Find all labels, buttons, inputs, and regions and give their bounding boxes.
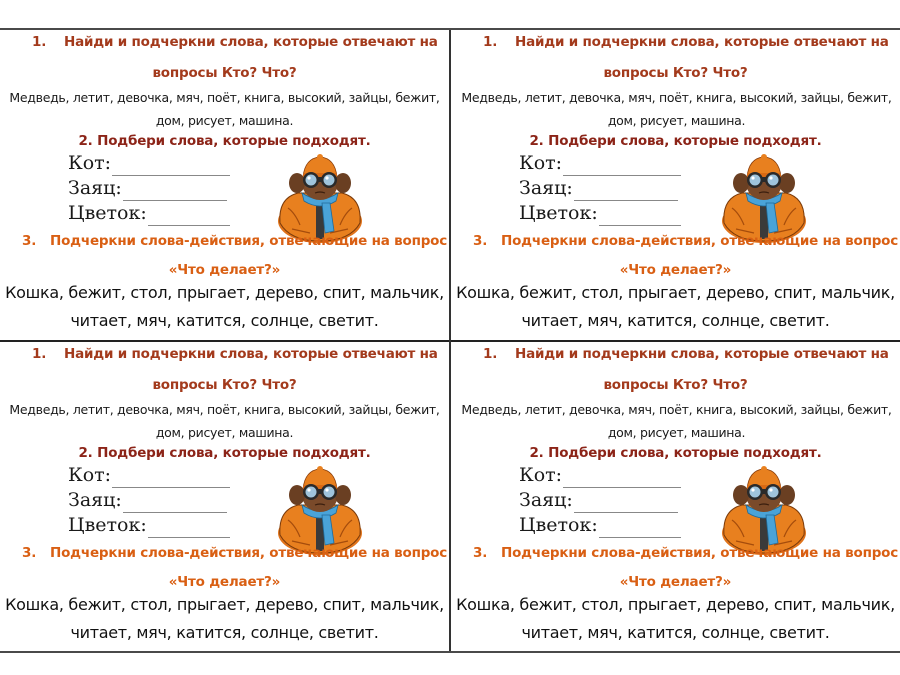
fill-row-cat [519, 151, 681, 176]
bear-with-binoculars-icon [714, 153, 814, 243]
fill-blank-line[interactable] [148, 519, 230, 538]
fill-blank-line[interactable] [123, 494, 227, 513]
task3-title-line1: Подчеркни слова-действия, отвечающие на вопрос [50, 545, 448, 561]
fill-blank-line[interactable] [574, 182, 678, 201]
task1-number: 1. [483, 34, 498, 50]
fill-label: Кот: [68, 464, 112, 486]
task3-words-line2: читает, мяч, катится, солнце, светит. [521, 311, 830, 330]
fill-row-cat [68, 463, 230, 488]
task3-title-line1: Подчеркни слова-действия, отвечающие на вопрос [501, 545, 899, 561]
worksheet-card-bottom-right [451, 342, 900, 653]
task1-title-line1: Найди и подчеркни слова, которые отвечают на [515, 34, 889, 50]
task2-fill-rows [519, 463, 681, 538]
fill-row-flower [519, 513, 681, 538]
fill-blank-line[interactable] [599, 207, 681, 226]
fill-blank-line[interactable] [563, 469, 681, 488]
worksheet-card-top-right [451, 30, 900, 341]
task1-title-line2: вопросы Кто? Что? [603, 377, 748, 393]
task3-word-list [451, 591, 900, 647]
task3-words-line2: читает, мяч, катится, солнце, светит. [521, 623, 830, 642]
task3-words-line2: читает, мяч, катится, солнце, светит. [70, 623, 379, 642]
bear-with-binoculars-icon [714, 465, 814, 555]
fill-label: Цветок: [519, 514, 598, 536]
fill-row-hare [68, 176, 230, 201]
fill-row-flower [68, 201, 230, 226]
task1-words-line2: дом, рисует, машина. [607, 113, 746, 128]
task3-title-line2: «Что делает?» [168, 262, 281, 278]
fill-row-flower [519, 201, 681, 226]
fill-row-cat [68, 151, 230, 176]
task1-word-list [0, 398, 449, 444]
fill-row-hare [68, 488, 230, 513]
fill-blank-line[interactable] [123, 182, 227, 201]
task3-title-line2: «Что делает?» [168, 574, 281, 590]
fill-blank-line[interactable] [148, 207, 230, 226]
fill-label: Кот: [68, 152, 112, 174]
task3-title-line1: Подчеркни слова-действия, отвечающие на вопрос [501, 233, 899, 249]
task1-title-line2: вопросы Кто? Что? [152, 377, 297, 393]
fill-blank-line[interactable] [563, 157, 681, 176]
fill-label: Цветок: [68, 514, 147, 536]
bear-with-binoculars-icon [270, 153, 370, 243]
task2-fill-rows [519, 151, 681, 226]
worksheet-card-top-left [0, 30, 449, 341]
task3-number: 3. [22, 545, 37, 561]
task1-words-line2: дом, рисует, машина. [607, 425, 746, 440]
worksheet-page [0, 28, 900, 653]
task3-word-list [451, 279, 900, 335]
task3-words-line1: Кошка, бежит, стол, прыгает, дерево, спит, мальчик, [456, 283, 895, 302]
task3-title-line2: «Что делает?» [619, 574, 732, 590]
task3-word-list [0, 591, 449, 647]
task3-words-line1: Кошка, бежит, стол, прыгает, дерево, спит, мальчик, [5, 283, 444, 302]
task1-title-line1: Найди и подчеркни слова, которые отвечают на [515, 346, 889, 362]
task1-title-line2: вопросы Кто? Что? [152, 65, 297, 81]
fill-row-hare [519, 176, 681, 201]
task1-words-line1: Медведь, летит, девочка, мяч, поёт, книга, высокий, зайцы, бежит, [461, 402, 892, 417]
task1-word-list [0, 86, 449, 132]
fill-blank-line[interactable] [599, 519, 681, 538]
task2-fill-rows [68, 463, 230, 538]
task3-words-line1: Кошка, бежит, стол, прыгает, дерево, спит, мальчик, [456, 595, 895, 614]
task3-words-line1: Кошка, бежит, стол, прыгает, дерево, спит, мальчик, [5, 595, 444, 614]
task3-words-line2: читает, мяч, катится, солнце, светит. [70, 311, 379, 330]
fill-row-flower [68, 513, 230, 538]
task2-heading: 2. Подбери слова, которые подходят. [529, 445, 822, 461]
task1-title-line1: Найди и подчеркни слова, которые отвечают на [64, 346, 438, 362]
fill-label: Цветок: [519, 202, 598, 224]
task1-word-list [453, 86, 900, 132]
task1-number: 1. [483, 346, 498, 362]
task1-title-line2: вопросы Кто? Что? [603, 65, 748, 81]
fill-label: Заяц: [519, 177, 573, 199]
task1-number: 1. [32, 346, 47, 362]
task3-word-list [0, 279, 449, 335]
task2-heading: 2. Подбери слова, которые подходят. [78, 133, 371, 149]
task1-words-line1: Медведь, летит, девочка, мяч, поёт, книга, высокий, зайцы, бежит, [9, 402, 440, 417]
fill-row-hare [519, 488, 681, 513]
fill-label: Заяц: [68, 177, 122, 199]
fill-row-cat [519, 463, 681, 488]
fill-blank-line[interactable] [112, 157, 230, 176]
task2-heading: 2. Подбери слова, которые подходят. [529, 133, 822, 149]
fill-label: Кот: [519, 464, 563, 486]
task2-fill-rows [68, 151, 230, 226]
task1-words-line2: дом, рисует, машина. [155, 425, 294, 440]
worksheet-card-bottom-left [0, 342, 449, 653]
fill-label: Кот: [519, 152, 563, 174]
task2-heading: 2. Подбери слова, которые подходят. [78, 445, 371, 461]
fill-label: Заяц: [519, 489, 573, 511]
task3-title-line2: «Что делает?» [619, 262, 732, 278]
task3-number: 3. [473, 233, 488, 249]
task1-number: 1. [32, 34, 47, 50]
fill-label: Цветок: [68, 202, 147, 224]
bear-with-binoculars-icon [270, 465, 370, 555]
task3-number: 3. [22, 233, 37, 249]
task1-words-line2: дом, рисует, машина. [155, 113, 294, 128]
task1-word-list [453, 398, 900, 444]
task1-words-line1: Медведь, летит, девочка, мяч, поёт, книга, высокий, зайцы, бежит, [461, 90, 892, 105]
fill-label: Заяц: [68, 489, 122, 511]
task1-title-line1: Найди и подчеркни слова, которые отвечают на [64, 34, 438, 50]
task1-words-line1: Медведь, летит, девочка, мяч, поёт, книга, высокий, зайцы, бежит, [9, 90, 440, 105]
task3-number: 3. [473, 545, 488, 561]
fill-blank-line[interactable] [112, 469, 230, 488]
fill-blank-line[interactable] [574, 494, 678, 513]
task3-title-line1: Подчеркни слова-действия, отвечающие на вопрос [50, 233, 448, 249]
